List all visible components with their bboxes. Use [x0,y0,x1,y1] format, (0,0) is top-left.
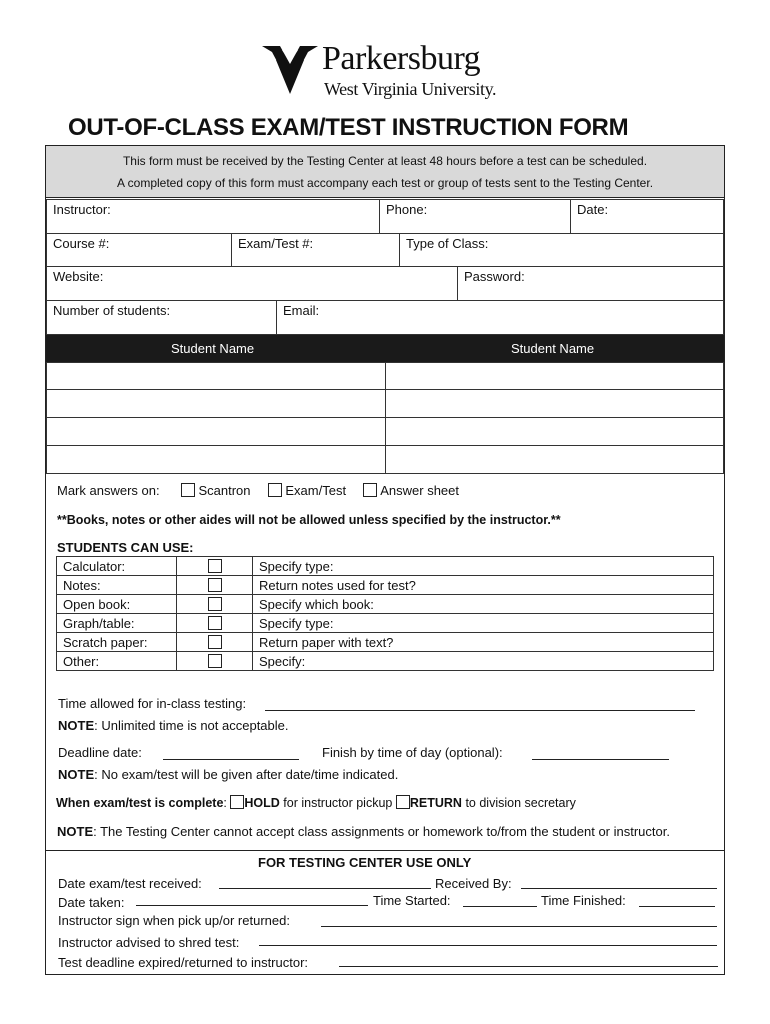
open-book-checkbox[interactable] [208,597,222,611]
students-can-use-heading: STUDENTS CAN USE: [57,540,194,555]
time-finished-label: Time Finished: [541,893,626,908]
note-text: : The Testing Center cannot accept class assignments or homework to/from the student or instructor. [93,824,670,839]
website-field[interactable] [46,266,458,301]
student-name-cell[interactable] [46,389,386,418]
date-taken-label: Date taken: [58,895,125,910]
notice-line-1: This form must be received by the Testing Center at least 48 hours before a test can be scheduled. [122,154,648,168]
advised-shred-line[interactable] [259,945,717,946]
instructor-label: Instructor: [53,202,111,217]
answer-sheet-checkbox[interactable] [363,483,377,497]
hold-rest-label: for instructor pickup [283,796,393,810]
type-of-class-field[interactable] [399,233,724,267]
course-label: Course #: [53,236,110,251]
student-name-cell[interactable] [385,389,724,418]
received-by-line[interactable] [521,888,717,889]
student-name-header-2: Student Name [511,341,595,356]
student-name-cell[interactable] [46,417,386,446]
use-item-detail[interactable]: Specify type: [253,614,714,633]
return-rest-label: to division secretary [465,796,576,810]
use-checkbox-cell [177,614,253,633]
use-item-detail[interactable]: Specify type: [253,557,714,576]
testing-center-heading: FOR TESTING CENTER USE ONLY [258,855,472,870]
exam-test-checkbox[interactable] [268,483,282,497]
email-field[interactable] [276,300,724,335]
received-by-label: Received By: [435,876,512,891]
students-can-use-table [56,556,714,671]
other-checkbox[interactable] [208,654,222,668]
when-complete-colon: : [223,796,227,810]
instructor-sign-label: Instructor sign when pick up/or returned: [58,913,290,928]
time-allowed-line[interactable] [265,710,695,711]
notice-box [46,146,724,198]
testing-center-divider [46,850,724,851]
date-field[interactable] [570,199,724,234]
use-item-detail[interactable]: Specify which book: [253,595,714,614]
deadline-expired-label: Test deadline expired/returned to instructor: [58,955,309,970]
num-students-field[interactable] [46,300,277,335]
table-row [57,557,714,576]
use-item-label: Graph/table: [57,614,177,633]
scantron-label: Scantron [198,483,251,498]
date-label: Date: [577,202,609,217]
use-item-label: Calculator: [57,557,177,576]
mark-answers-label: Mark answers on: [57,483,160,498]
logo-name: Parkersburg [322,40,481,77]
table-row [57,633,714,652]
hold-label: HOLD [244,796,280,810]
form-title: OUT-OF-CLASS EXAM/TEST INSTRUCTION FORM [68,114,629,141]
date-received-line[interactable] [219,888,431,889]
use-checkbox-cell [177,595,253,614]
phone-label: Phone: [386,202,428,217]
use-item-detail[interactable]: Return paper with text? [253,633,714,652]
finish-time-line[interactable] [532,759,669,760]
calculator-checkbox[interactable] [208,559,222,573]
time-started-line[interactable] [463,906,537,907]
table-row [57,614,714,633]
note-no-exam [58,767,398,782]
note-unlimited [58,718,289,733]
note-text: : No exam/test will be given after date/time indicated. [94,767,399,782]
use-item-detail[interactable]: Return notes used for test? [253,576,714,595]
date-received-label: Date exam/test received: [58,876,202,891]
use-checkbox-cell [177,557,253,576]
num-students-label: Number of students: [53,303,171,318]
table-row [57,595,714,614]
student-table-header [46,335,724,362]
exam-number-label: Exam/Test #: [238,236,314,251]
student-name-cell[interactable] [46,445,386,474]
table-row [57,576,714,595]
student-name-cell[interactable] [46,362,386,390]
course-field[interactable] [46,233,232,267]
student-name-cell[interactable] [385,445,724,474]
use-item-detail[interactable]: Specify: [253,652,714,671]
student-name-cell[interactable] [385,417,724,446]
type-of-class-label: Type of Class: [406,236,489,251]
finish-time-label: Finish by time of day (optional): [322,745,503,760]
deadline-expired-line[interactable] [339,966,718,967]
time-finished-line[interactable] [639,906,715,907]
note-label: NOTE [57,824,94,839]
table-row [57,652,714,671]
time-allowed-label: Time allowed for in-class testing: [58,696,247,711]
note-text: : Unlimited time is not acceptable. [94,718,289,733]
deadline-date-line[interactable] [163,759,299,760]
return-label: RETURN [409,796,462,810]
books-note: **Books, notes or other aides will not be allowed unless specified by the instructor.** [57,513,561,527]
scratch-paper-checkbox[interactable] [208,635,222,649]
phone-field[interactable] [379,199,571,234]
use-checkbox-cell [177,652,253,671]
when-complete-row [56,795,576,810]
instructor-sign-line[interactable] [321,926,717,927]
use-item-label: Scratch paper: [57,633,177,652]
use-checkbox-cell [177,576,253,595]
note-label: NOTE [58,767,95,782]
exam-number-field[interactable] [231,233,400,267]
date-taken-line[interactable] [136,905,368,906]
exam-test-label: Exam/Test [285,483,347,498]
when-complete-label: When exam/test is complete [56,796,224,810]
deadline-date-label: Deadline date: [58,745,142,760]
notes-checkbox[interactable] [208,578,222,592]
password-label: Password: [464,269,525,284]
student-name-header-1: Student Name [171,341,255,356]
advised-shred-label: Instructor advised to shred test: [58,935,240,950]
student-name-cell[interactable] [385,362,724,390]
scantron-checkbox[interactable] [181,483,195,497]
graph-table-checkbox[interactable] [208,616,222,630]
mark-answers-row [57,483,459,498]
logo-subtitle: West Virginia University. [324,79,497,99]
notice-line-2: A completed copy of this form must accompany each test or group of tests sent to the Testing Center. [116,176,654,190]
return-checkbox[interactable] [396,795,410,809]
email-label: Email: [283,303,320,318]
password-field[interactable] [457,266,724,301]
answer-sheet-label: Answer sheet [380,483,459,498]
use-checkbox-cell [177,633,253,652]
note-label: NOTE [58,718,95,733]
note-testing-center [57,824,670,839]
hold-checkbox[interactable] [230,795,244,809]
time-started-label: Time Started: [373,893,451,908]
use-item-label: Notes: [57,576,177,595]
website-label: Website: [53,269,104,284]
use-item-label: Other: [57,652,177,671]
wv-logo-icon [262,42,318,98]
instructor-field[interactable] [46,199,380,234]
use-item-label: Open book: [57,595,177,614]
